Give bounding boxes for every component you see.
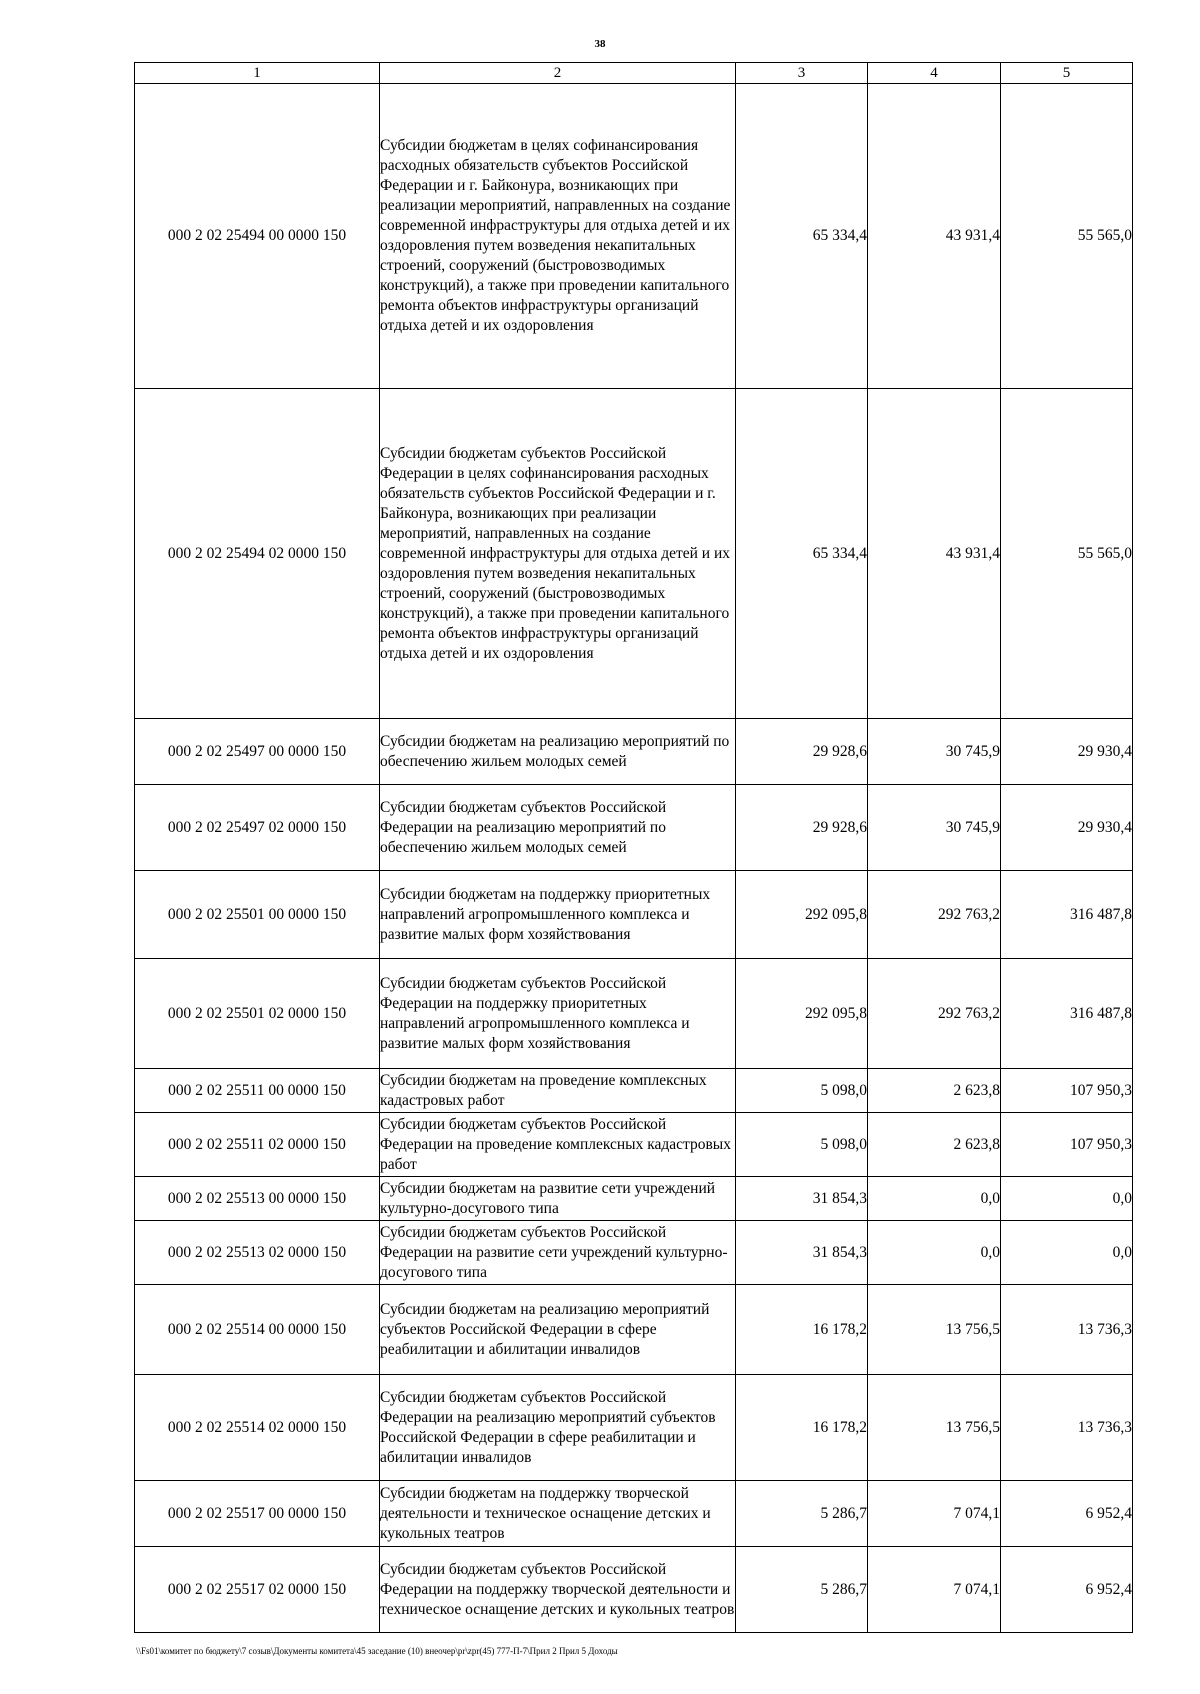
table-row: [135, 1285, 1133, 1375]
table-row: [135, 1547, 1133, 1633]
table-row: [135, 1113, 1133, 1177]
income-name: Субсидии бюджетам на поддержку приоритетных направлений агропромышленного комплекса и развитие малых форм хозяйствования: [380, 871, 736, 959]
value-col-5: 13 736,3: [1001, 1375, 1133, 1481]
value-col-3: 16 178,2: [736, 1285, 868, 1375]
income-name: Субсидии бюджетам на проведение комплексных кадастровых работ: [380, 1069, 736, 1113]
value-col-4: 30 745,9: [868, 785, 1001, 871]
value-col-5: 29 930,4: [1001, 785, 1133, 871]
value-col-4: 13 756,5: [868, 1285, 1001, 1375]
income-name: Субсидии бюджетам на реализацию мероприятий по обеспечению жильем молодых семей: [380, 719, 736, 785]
income-name: Субсидии бюджетам субъектов Российской Федерации на реализацию мероприятий по обеспечению жильем молодых семей: [380, 785, 736, 871]
value-col-3: 31 854,3: [736, 1177, 868, 1221]
budget-code: 000 2 02 25514 00 0000 150: [135, 1285, 380, 1375]
value-col-5: 316 487,8: [1001, 871, 1133, 959]
value-col-5: 6 952,4: [1001, 1481, 1133, 1547]
value-col-3: 5 098,0: [736, 1113, 868, 1177]
income-name: Субсидии бюджетам субъектов Российской Федерации на поддержку творческой деятельности и техническое оснащение детских и кукольных театров: [380, 1547, 736, 1633]
value-col-4: 43 931,4: [868, 389, 1001, 719]
header-col-1: 1: [135, 63, 380, 84]
value-col-4: 7 074,1: [868, 1481, 1001, 1547]
value-col-5: 107 950,3: [1001, 1069, 1133, 1113]
value-col-5: 13 736,3: [1001, 1285, 1133, 1375]
table-row: [135, 389, 1133, 719]
budget-code: 000 2 02 25517 02 0000 150: [135, 1547, 380, 1633]
value-col-5: 55 565,0: [1001, 389, 1133, 719]
income-name: Субсидии бюджетам на реализацию мероприятий субъектов Российской Федерации в сфере реабилитации и абилитации инвалидов: [380, 1285, 736, 1375]
value-col-3: 29 928,6: [736, 785, 868, 871]
value-col-5: 316 487,8: [1001, 959, 1133, 1069]
value-col-4: 0,0: [868, 1177, 1001, 1221]
table-row: [135, 959, 1133, 1069]
budget-code: 000 2 02 25494 00 0000 150: [135, 84, 380, 389]
value-col-4: 2 623,8: [868, 1069, 1001, 1113]
income-name: Субсидии бюджетам субъектов Российской Федерации на развитие сети учреждений культурно-досугового типа: [380, 1221, 736, 1285]
value-col-4: 292 763,2: [868, 871, 1001, 959]
budget-code: 000 2 02 25497 02 0000 150: [135, 785, 380, 871]
header-col-4: 4: [868, 63, 1001, 84]
table-row: [135, 719, 1133, 785]
page-number: 38: [594, 38, 606, 50]
value-col-4: 7 074,1: [868, 1547, 1001, 1633]
table-row: [135, 1069, 1133, 1113]
value-col-3: 5 098,0: [736, 1069, 868, 1113]
budget-code: 000 2 02 25497 00 0000 150: [135, 719, 380, 785]
footer-file-path: \\Fs01\комитет по бюджету\7 созыв\Документы комитета\45 заседание (10) внеочер\pr\zpr(45) 777-П-7\Прил 2 Прил 5 Доходы: [136, 1646, 618, 1656]
budget-code: 000 2 02 25517 00 0000 150: [135, 1481, 380, 1547]
table-row: [135, 785, 1133, 871]
value-col-5: 55 565,0: [1001, 84, 1133, 389]
income-name: Субсидии бюджетам на поддержку творческой деятельности и техническое оснащение детских и кукольных театров: [380, 1481, 736, 1547]
value-col-5: 0,0: [1001, 1177, 1133, 1221]
income-name: Субсидии бюджетам в целях софинансирования расходных обязательств субъектов Российской Федерации и г. Байконура, возникающих при реализации мероприятий, направленных на создание современной инфраструктуры для отдыха детей и их оздоровления путем возведения некапитальных строений, сооружений (быстровозводимых конструкций), а также при проведении капитального ремонта объектов инфраструктуры организаций отдыха детей и их оздоровления: [380, 84, 736, 389]
budget-table: [134, 62, 1133, 1633]
table-row: [135, 1375, 1133, 1481]
header-col-3: 3: [736, 63, 868, 84]
value-col-3: 65 334,4: [736, 389, 868, 719]
budget-code: 000 2 02 25494 02 0000 150: [135, 389, 380, 719]
income-name: Субсидии бюджетам на развитие сети учреждений культурно-досугового типа: [380, 1177, 736, 1221]
value-col-3: 16 178,2: [736, 1375, 868, 1481]
value-col-3: 292 095,8: [736, 959, 868, 1069]
value-col-4: 292 763,2: [868, 959, 1001, 1069]
table-row: [135, 84, 1133, 389]
value-col-3: 29 928,6: [736, 719, 868, 785]
income-name: Субсидии бюджетам субъектов Российской Федерации на реализацию мероприятий субъектов Российской Федерации в сфере реабилитации и абилитации инвалидов: [380, 1375, 736, 1481]
header-col-2: 2: [380, 63, 736, 84]
table-row: [135, 1221, 1133, 1285]
budget-code: 000 2 02 25511 02 0000 150: [135, 1113, 380, 1177]
table-row: [135, 1481, 1133, 1547]
header-row: [135, 63, 1133, 84]
value-col-3: 292 095,8: [736, 871, 868, 959]
value-col-4: 2 623,8: [868, 1113, 1001, 1177]
value-col-5: 6 952,4: [1001, 1547, 1133, 1633]
budget-code: 000 2 02 25513 02 0000 150: [135, 1221, 380, 1285]
value-col-4: 30 745,9: [868, 719, 1001, 785]
value-col-4: 0,0: [868, 1221, 1001, 1285]
budget-code: 000 2 02 25511 00 0000 150: [135, 1069, 380, 1113]
table-row: [135, 871, 1133, 959]
value-col-3: 31 854,3: [736, 1221, 868, 1285]
value-col-5: 0,0: [1001, 1221, 1133, 1285]
value-col-3: 5 286,7: [736, 1481, 868, 1547]
income-name: Субсидии бюджетам субъектов Российской Федерации на поддержку приоритетных направлений агропромышленного комплекса и развитие малых форм хозяйствования: [380, 959, 736, 1069]
income-name: Субсидии бюджетам субъектов Российской Федерации на проведение комплексных кадастровых работ: [380, 1113, 736, 1177]
budget-code: 000 2 02 25514 02 0000 150: [135, 1375, 380, 1481]
budget-code: 000 2 02 25513 00 0000 150: [135, 1177, 380, 1221]
value-col-3: 5 286,7: [736, 1547, 868, 1633]
value-col-5: 107 950,3: [1001, 1113, 1133, 1177]
value-col-5: 29 930,4: [1001, 719, 1133, 785]
value-col-4: 43 931,4: [868, 84, 1001, 389]
value-col-3: 65 334,4: [736, 84, 868, 389]
income-name: Субсидии бюджетам субъектов Российской Федерации в целях софинансирования расходных обязательств субъектов Российской Федерации и г. Байконура, возникающих при реализации мероприятий, направленных на создание современной инфраструктуры для отдыха детей и их оздоровления путем возведения некапитальных строений, сооружений (быстровозводимых конструкций), а также при проведении капитального ремонта объектов инфраструктуры организаций отдыха детей и их оздоровления: [380, 389, 736, 719]
budget-code: 000 2 02 25501 02 0000 150: [135, 959, 380, 1069]
table-row: [135, 1177, 1133, 1221]
budget-code: 000 2 02 25501 00 0000 150: [135, 871, 380, 959]
header-col-5: 5: [1001, 63, 1133, 84]
value-col-4: 13 756,5: [868, 1375, 1001, 1481]
